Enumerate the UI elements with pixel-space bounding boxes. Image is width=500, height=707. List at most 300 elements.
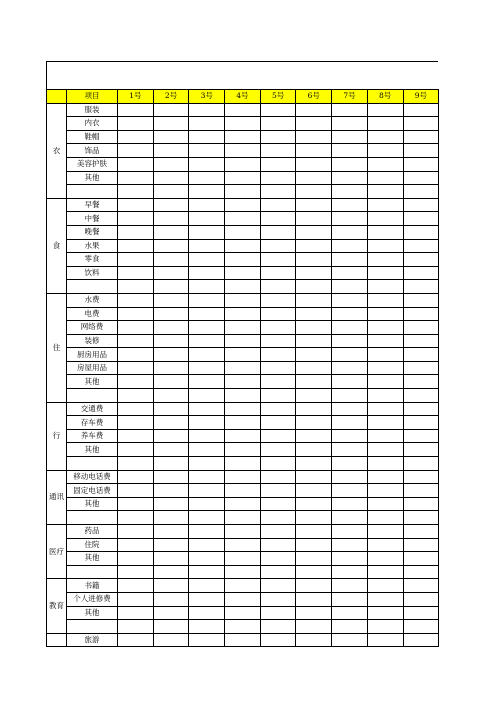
amount-cell[interactable] [260, 606, 296, 620]
amount-cell[interactable] [189, 457, 225, 471]
amount-cell[interactable] [153, 484, 189, 498]
category-cell[interactable]: 通讯 [47, 470, 67, 524]
amount-cell[interactable] [189, 361, 225, 375]
amount-cell[interactable] [225, 307, 261, 321]
amount-cell[interactable] [189, 212, 225, 226]
item-cell[interactable]: 水果 [67, 239, 118, 253]
amount-cell[interactable] [225, 212, 261, 226]
amount-cell[interactable] [225, 429, 261, 443]
amount-cell[interactable] [296, 592, 332, 606]
amount-cell[interactable] [260, 157, 296, 171]
amount-cell[interactable] [118, 511, 154, 525]
amount-cell[interactable] [296, 389, 332, 403]
amount-cell[interactable] [153, 280, 189, 294]
amount-cell[interactable] [403, 212, 439, 226]
amount-cell[interactable] [153, 157, 189, 171]
amount-cell[interactable] [225, 293, 261, 307]
amount-cell[interactable] [260, 457, 296, 471]
item-cell[interactable]: 饰品 [67, 144, 118, 158]
amount-cell[interactable] [153, 321, 189, 335]
amount-cell[interactable] [332, 348, 368, 362]
amount-cell[interactable] [118, 579, 154, 593]
amount-cell[interactable] [225, 198, 261, 212]
amount-cell[interactable] [260, 280, 296, 294]
amount-cell[interactable] [225, 538, 261, 552]
amount-cell[interactable] [260, 484, 296, 498]
amount-cell[interactable] [153, 117, 189, 131]
amount-cell[interactable] [296, 552, 332, 566]
amount-cell[interactable] [189, 552, 225, 566]
amount-cell[interactable] [332, 457, 368, 471]
amount-cell[interactable] [118, 171, 154, 185]
header-day-cell[interactable]: 2号 [153, 90, 189, 104]
amount-cell[interactable] [153, 443, 189, 457]
amount-cell[interactable] [296, 307, 332, 321]
amount-cell[interactable] [260, 579, 296, 593]
amount-cell[interactable] [225, 633, 261, 647]
amount-cell[interactable] [260, 565, 296, 579]
amount-cell[interactable] [118, 361, 154, 375]
amount-cell[interactable] [189, 307, 225, 321]
header-day-cell[interactable]: 6号 [296, 90, 332, 104]
amount-cell[interactable] [189, 239, 225, 253]
amount-cell[interactable] [403, 225, 439, 239]
amount-cell[interactable] [367, 348, 403, 362]
amount-cell[interactable] [118, 375, 154, 389]
amount-cell[interactable] [189, 321, 225, 335]
amount-cell[interactable] [367, 117, 403, 131]
amount-cell[interactable] [403, 606, 439, 620]
category-cell[interactable] [47, 633, 67, 647]
amount-cell[interactable] [403, 443, 439, 457]
amount-cell[interactable] [153, 592, 189, 606]
amount-cell[interactable] [118, 334, 154, 348]
amount-cell[interactable] [367, 416, 403, 430]
category-cell[interactable]: 医疗 [47, 525, 67, 579]
amount-cell[interactable] [260, 117, 296, 131]
amount-cell[interactable] [332, 157, 368, 171]
amount-cell[interactable] [332, 130, 368, 144]
amount-cell[interactable] [189, 198, 225, 212]
amount-cell[interactable] [118, 225, 154, 239]
amount-cell[interactable] [332, 633, 368, 647]
amount-cell[interactable] [118, 103, 154, 117]
amount-cell[interactable] [118, 497, 154, 511]
amount-cell[interactable] [367, 443, 403, 457]
amount-cell[interactable] [296, 103, 332, 117]
amount-cell[interactable] [403, 280, 439, 294]
amount-cell[interactable] [189, 633, 225, 647]
amount-cell[interactable] [332, 144, 368, 158]
amount-cell[interactable] [153, 511, 189, 525]
amount-cell[interactable] [260, 592, 296, 606]
item-cell[interactable]: 房屋用品 [67, 361, 118, 375]
amount-cell[interactable] [403, 157, 439, 171]
amount-cell[interactable] [153, 348, 189, 362]
amount-cell[interactable] [118, 538, 154, 552]
amount-cell[interactable] [153, 171, 189, 185]
amount-cell[interactable] [403, 552, 439, 566]
amount-cell[interactable] [296, 212, 332, 226]
amount-cell[interactable] [118, 416, 154, 430]
category-cell[interactable]: 衣 [47, 103, 67, 198]
item-cell[interactable]: 电费 [67, 307, 118, 321]
amount-cell[interactable] [332, 225, 368, 239]
amount-cell[interactable] [296, 198, 332, 212]
amount-cell[interactable] [367, 525, 403, 539]
amount-cell[interactable] [367, 457, 403, 471]
amount-cell[interactable] [189, 130, 225, 144]
amount-cell[interactable] [332, 389, 368, 403]
amount-cell[interactable] [118, 198, 154, 212]
amount-cell[interactable] [225, 225, 261, 239]
item-cell[interactable] [67, 389, 118, 403]
amount-cell[interactable] [118, 457, 154, 471]
amount-cell[interactable] [367, 307, 403, 321]
item-cell[interactable] [67, 280, 118, 294]
amount-cell[interactable] [367, 321, 403, 335]
amount-cell[interactable] [189, 565, 225, 579]
amount-cell[interactable] [153, 375, 189, 389]
amount-cell[interactable] [225, 266, 261, 280]
amount-cell[interactable] [296, 157, 332, 171]
amount-cell[interactable] [367, 103, 403, 117]
amount-cell[interactable] [403, 579, 439, 593]
amount-cell[interactable] [260, 470, 296, 484]
amount-cell[interactable] [296, 185, 332, 199]
amount-cell[interactable] [332, 103, 368, 117]
amount-cell[interactable] [189, 525, 225, 539]
amount-cell[interactable] [260, 321, 296, 335]
amount-cell[interactable] [153, 239, 189, 253]
amount-cell[interactable] [189, 185, 225, 199]
amount-cell[interactable] [403, 402, 439, 416]
amount-cell[interactable] [118, 321, 154, 335]
amount-cell[interactable] [118, 443, 154, 457]
amount-cell[interactable] [189, 157, 225, 171]
amount-cell[interactable] [225, 280, 261, 294]
amount-cell[interactable] [403, 389, 439, 403]
item-cell[interactable]: 养车费 [67, 429, 118, 443]
amount-cell[interactable] [332, 538, 368, 552]
amount-cell[interactable] [332, 606, 368, 620]
item-cell[interactable]: 移动电话费 [67, 470, 118, 484]
amount-cell[interactable] [367, 185, 403, 199]
amount-cell[interactable] [189, 171, 225, 185]
item-cell[interactable] [67, 620, 118, 634]
amount-cell[interactable] [403, 620, 439, 634]
header-day-cell[interactable]: 7号 [332, 90, 368, 104]
amount-cell[interactable] [225, 375, 261, 389]
amount-cell[interactable] [367, 280, 403, 294]
amount-cell[interactable] [260, 103, 296, 117]
amount-cell[interactable] [153, 225, 189, 239]
amount-cell[interactable] [118, 633, 154, 647]
amount-cell[interactable] [225, 130, 261, 144]
sheet-title-area[interactable] [46, 61, 438, 89]
item-cell[interactable] [67, 565, 118, 579]
amount-cell[interactable] [153, 525, 189, 539]
amount-cell[interactable] [403, 497, 439, 511]
amount-cell[interactable] [260, 185, 296, 199]
item-cell[interactable]: 早餐 [67, 198, 118, 212]
amount-cell[interactable] [153, 497, 189, 511]
item-cell[interactable] [67, 185, 118, 199]
amount-cell[interactable] [153, 185, 189, 199]
amount-cell[interactable] [367, 552, 403, 566]
amount-cell[interactable] [296, 171, 332, 185]
amount-cell[interactable] [225, 565, 261, 579]
amount-cell[interactable] [403, 361, 439, 375]
amount-cell[interactable] [260, 525, 296, 539]
amount-cell[interactable] [189, 538, 225, 552]
amount-cell[interactable] [118, 389, 154, 403]
amount-cell[interactable] [260, 225, 296, 239]
amount-cell[interactable] [153, 389, 189, 403]
item-cell[interactable] [67, 457, 118, 471]
amount-cell[interactable] [260, 253, 296, 267]
amount-cell[interactable] [225, 361, 261, 375]
amount-cell[interactable] [260, 348, 296, 362]
amount-cell[interactable] [332, 443, 368, 457]
amount-cell[interactable] [260, 633, 296, 647]
header-day-cell[interactable]: 1号 [118, 90, 154, 104]
item-cell[interactable]: 网络费 [67, 321, 118, 335]
amount-cell[interactable] [260, 552, 296, 566]
category-cell[interactable]: 教育 [47, 579, 67, 633]
amount-cell[interactable] [296, 348, 332, 362]
amount-cell[interactable] [403, 185, 439, 199]
amount-cell[interactable] [260, 212, 296, 226]
amount-cell[interactable] [153, 538, 189, 552]
amount-cell[interactable] [225, 620, 261, 634]
category-cell[interactable]: 住 [47, 293, 67, 402]
amount-cell[interactable] [332, 117, 368, 131]
item-cell[interactable]: 零食 [67, 253, 118, 267]
amount-cell[interactable] [260, 375, 296, 389]
amount-cell[interactable] [118, 402, 154, 416]
amount-cell[interactable] [367, 565, 403, 579]
amount-cell[interactable] [296, 361, 332, 375]
item-cell[interactable]: 其他 [67, 606, 118, 620]
amount-cell[interactable] [153, 552, 189, 566]
amount-cell[interactable] [153, 633, 189, 647]
amount-cell[interactable] [189, 511, 225, 525]
header-day-cell[interactable]: 5号 [260, 90, 296, 104]
amount-cell[interactable] [367, 389, 403, 403]
amount-cell[interactable] [225, 511, 261, 525]
amount-cell[interactable] [367, 484, 403, 498]
amount-cell[interactable] [260, 266, 296, 280]
amount-cell[interactable] [189, 389, 225, 403]
amount-cell[interactable] [225, 525, 261, 539]
item-cell[interactable]: 其他 [67, 443, 118, 457]
amount-cell[interactable] [403, 457, 439, 471]
amount-cell[interactable] [332, 253, 368, 267]
amount-cell[interactable] [332, 565, 368, 579]
amount-cell[interactable] [296, 225, 332, 239]
item-cell[interactable]: 其他 [67, 171, 118, 185]
amount-cell[interactable] [189, 592, 225, 606]
amount-cell[interactable] [332, 293, 368, 307]
amount-cell[interactable] [260, 293, 296, 307]
amount-cell[interactable] [367, 144, 403, 158]
amount-cell[interactable] [225, 402, 261, 416]
amount-cell[interactable] [225, 497, 261, 511]
amount-cell[interactable] [296, 117, 332, 131]
amount-cell[interactable] [403, 321, 439, 335]
amount-cell[interactable] [225, 579, 261, 593]
amount-cell[interactable] [118, 348, 154, 362]
header-category-cell[interactable] [47, 90, 67, 104]
amount-cell[interactable] [403, 633, 439, 647]
amount-cell[interactable] [403, 130, 439, 144]
amount-cell[interactable] [332, 361, 368, 375]
amount-cell[interactable] [225, 443, 261, 457]
amount-cell[interactable] [367, 375, 403, 389]
amount-cell[interactable] [403, 470, 439, 484]
amount-cell[interactable] [332, 525, 368, 539]
amount-cell[interactable] [225, 592, 261, 606]
amount-cell[interactable] [296, 565, 332, 579]
amount-cell[interactable] [260, 416, 296, 430]
amount-cell[interactable] [332, 592, 368, 606]
amount-cell[interactable] [225, 321, 261, 335]
amount-cell[interactable] [225, 171, 261, 185]
amount-cell[interactable] [296, 334, 332, 348]
amount-cell[interactable] [260, 511, 296, 525]
amount-cell[interactable] [296, 497, 332, 511]
amount-cell[interactable] [118, 606, 154, 620]
amount-cell[interactable] [296, 239, 332, 253]
amount-cell[interactable] [260, 402, 296, 416]
amount-cell[interactable] [367, 293, 403, 307]
amount-cell[interactable] [153, 130, 189, 144]
amount-cell[interactable] [367, 497, 403, 511]
amount-cell[interactable] [189, 429, 225, 443]
amount-cell[interactable] [189, 470, 225, 484]
amount-cell[interactable] [403, 565, 439, 579]
amount-cell[interactable] [189, 620, 225, 634]
item-cell[interactable]: 鞋帽 [67, 130, 118, 144]
amount-cell[interactable] [332, 620, 368, 634]
category-cell[interactable]: 食 [47, 198, 67, 293]
item-cell[interactable]: 旅游 [67, 633, 118, 647]
amount-cell[interactable] [367, 157, 403, 171]
amount-cell[interactable] [225, 103, 261, 117]
amount-cell[interactable] [403, 348, 439, 362]
amount-cell[interactable] [403, 334, 439, 348]
amount-cell[interactable] [225, 157, 261, 171]
amount-cell[interactable] [296, 525, 332, 539]
amount-cell[interactable] [403, 253, 439, 267]
amount-cell[interactable] [260, 361, 296, 375]
amount-cell[interactable] [296, 484, 332, 498]
amount-cell[interactable] [403, 171, 439, 185]
amount-cell[interactable] [296, 253, 332, 267]
amount-cell[interactable] [332, 280, 368, 294]
amount-cell[interactable] [260, 130, 296, 144]
amount-cell[interactable] [332, 198, 368, 212]
amount-cell[interactable] [296, 443, 332, 457]
amount-cell[interactable] [118, 157, 154, 171]
amount-cell[interactable] [367, 470, 403, 484]
item-cell[interactable]: 其他 [67, 497, 118, 511]
amount-cell[interactable] [118, 117, 154, 131]
amount-cell[interactable] [189, 402, 225, 416]
amount-cell[interactable] [189, 144, 225, 158]
item-cell[interactable]: 个人进修费 [67, 592, 118, 606]
item-cell[interactable]: 交通费 [67, 402, 118, 416]
amount-cell[interactable] [403, 375, 439, 389]
amount-cell[interactable] [367, 606, 403, 620]
amount-cell[interactable] [189, 117, 225, 131]
amount-cell[interactable] [260, 198, 296, 212]
amount-cell[interactable] [403, 416, 439, 430]
item-cell[interactable]: 装修 [67, 334, 118, 348]
amount-cell[interactable] [189, 497, 225, 511]
amount-cell[interactable] [189, 375, 225, 389]
amount-cell[interactable] [153, 579, 189, 593]
amount-cell[interactable] [260, 389, 296, 403]
amount-cell[interactable] [153, 266, 189, 280]
item-cell[interactable]: 存车费 [67, 416, 118, 430]
amount-cell[interactable] [189, 280, 225, 294]
amount-cell[interactable] [332, 266, 368, 280]
header-day-cell[interactable]: 3号 [189, 90, 225, 104]
amount-cell[interactable] [189, 416, 225, 430]
amount-cell[interactable] [118, 620, 154, 634]
amount-cell[interactable] [118, 280, 154, 294]
amount-cell[interactable] [367, 633, 403, 647]
amount-cell[interactable] [118, 307, 154, 321]
amount-cell[interactable] [225, 470, 261, 484]
amount-cell[interactable] [189, 266, 225, 280]
item-cell[interactable]: 其他 [67, 375, 118, 389]
amount-cell[interactable] [367, 592, 403, 606]
amount-cell[interactable] [367, 402, 403, 416]
header-day-cell[interactable]: 9号 [403, 90, 439, 104]
amount-cell[interactable] [403, 144, 439, 158]
amount-cell[interactable] [225, 253, 261, 267]
amount-cell[interactable] [403, 117, 439, 131]
item-cell[interactable]: 饮料 [67, 266, 118, 280]
amount-cell[interactable] [367, 334, 403, 348]
amount-cell[interactable] [153, 293, 189, 307]
item-cell[interactable]: 书籍 [67, 579, 118, 593]
amount-cell[interactable] [296, 620, 332, 634]
amount-cell[interactable] [332, 497, 368, 511]
amount-cell[interactable] [153, 361, 189, 375]
item-cell[interactable]: 水费 [67, 293, 118, 307]
amount-cell[interactable] [225, 239, 261, 253]
amount-cell[interactable] [189, 334, 225, 348]
amount-cell[interactable] [332, 416, 368, 430]
amount-cell[interactable] [153, 620, 189, 634]
amount-cell[interactable] [367, 225, 403, 239]
amount-cell[interactable] [403, 525, 439, 539]
amount-cell[interactable] [225, 389, 261, 403]
amount-cell[interactable] [118, 565, 154, 579]
amount-cell[interactable] [225, 484, 261, 498]
amount-cell[interactable] [367, 538, 403, 552]
amount-cell[interactable] [332, 375, 368, 389]
amount-cell[interactable] [189, 484, 225, 498]
amount-cell[interactable] [118, 592, 154, 606]
header-day-cell[interactable]: 8号 [367, 90, 403, 104]
amount-cell[interactable] [225, 606, 261, 620]
amount-cell[interactable] [296, 606, 332, 620]
